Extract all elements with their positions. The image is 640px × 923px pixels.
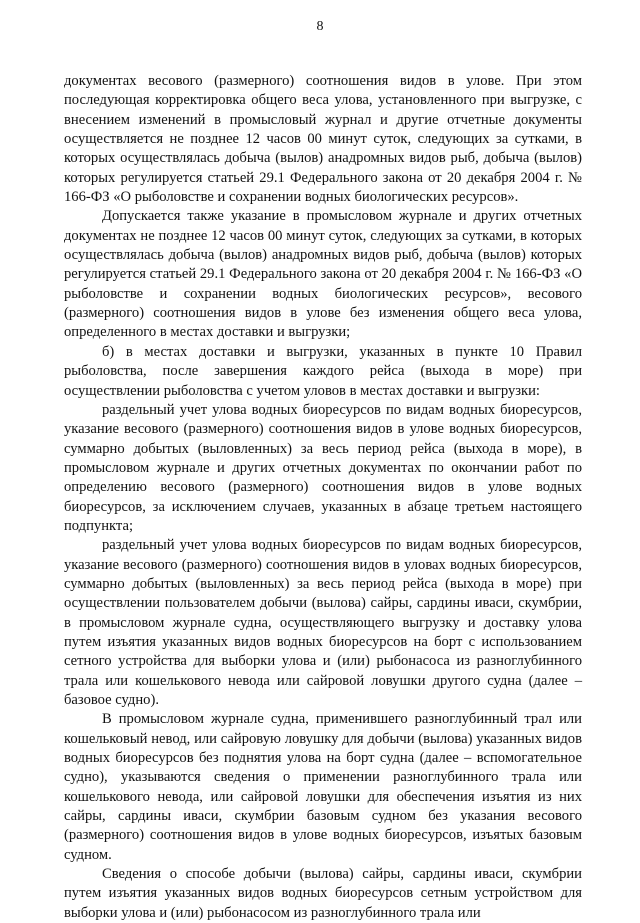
document-body [64,72,582,923]
paragraph-6: В промысловом журнале судна, применившего разноглубинный трал или кошельковый невод, или сайровую ловушку для добычи (вылова) указанных видов водных биоресурсов без поднятия улова на борт судна (далее – вспомогательное судно), указываются сведения о применении разноглубинного трала или кошелькового невода, или сайровой ловушки для обеспечения изъятия из них сайры, сардины иваси, скумбрии базовым судном без указания весового (размерного) соотношения видов в улове водных биоресурсов, изъятых базовым судном. [64,711,582,863]
paragraph-7: Сведения о способе добычи (вылова) сайры, сардины иваси, скумбрии путем изъятия указанных видов водных биоресурсов сетным устройством для выборки улова и (или) рыбонасосом из разноглубинного трала или [64,866,582,921]
paragraph-5: раздельный учет улова водных биоресурсов по видам водных биоресурсов, указание весового (размерного) соотношения видов в уловах водных биоресурсов, суммарно добытых (выловленных) за весь период рейса (выхода в море) при осуществлении пользователем добычи (вылова) сайры, сардины иваси, скумбрии, в промысловом журнале судна, осуществляющего выгрузку и доставку улова путем изъятия указанных видов водных биоресурсов на борт с использованием сетного устройства для выборки улова и (или) рыбонасоса из разноглубинного трала или кошелькового невода или сайровой ловушки другого судна (далее – базовое судно). [64,537,582,708]
paragraph-1: документах весового (размерного) соотношения видов в улове. При этом последующая корректировка общего веса улова, установленного при выгрузке, с внесением изменений в промысловый журнал и другие отчетные документы осуществляется не позднее 12 часов 00 минут суток, следующих за сутками, в которых осуществлялась добыча (вылов) анадромных видов рыб, добыча (вылов) которых регулируется статьей 29.1 Федерального закона от 20 декабря 2004 г. № 166-ФЗ «О рыболовстве и сохранении водных биологических ресурсов». [64,73,582,206]
page-number: 8 [316,19,324,34]
paragraph-2: Допускается также указание в промысловом журнале и других отчетных документах не позднее 12 часов 00 минут суток, следующих за сутками, в которых осуществлялась добыча (вылов) анадромных видов рыб, добыча (вылов) которых регулируется статьей 29.1 Федерального закона от 20 декабря 2004 г. № 166-ФЗ «О рыболовстве и сохранении водных биологических ресурсов», весового (размерного) соотношения видов в улове без изменения общего веса улова, определенного в местах доставки и выгрузки; [64,208,582,341]
paragraph-3: б) в местах доставки и выгрузки, указанных в пункте 10 Правил рыболовства, после завершения каждого рейса (выхода в море) при осуществлении рыболовства с учетом уловов в местах доставки и выгрузки: [64,343,582,399]
paragraph-4: раздельный учет улова водных биоресурсов по видам водных биоресурсов, указание весового (размерного) соотношения видов в улове водных биоресурсов, суммарно добытых (выловленных) за весь период рейса (выхода в море), в промысловом журнале и других отчетных документах по окончании работ по определению весового (размерного) соотношения видов в улове водных биоресурсов, за исключением случаев, указанных в абзаце третьем настоящего подпункта; [64,401,582,534]
